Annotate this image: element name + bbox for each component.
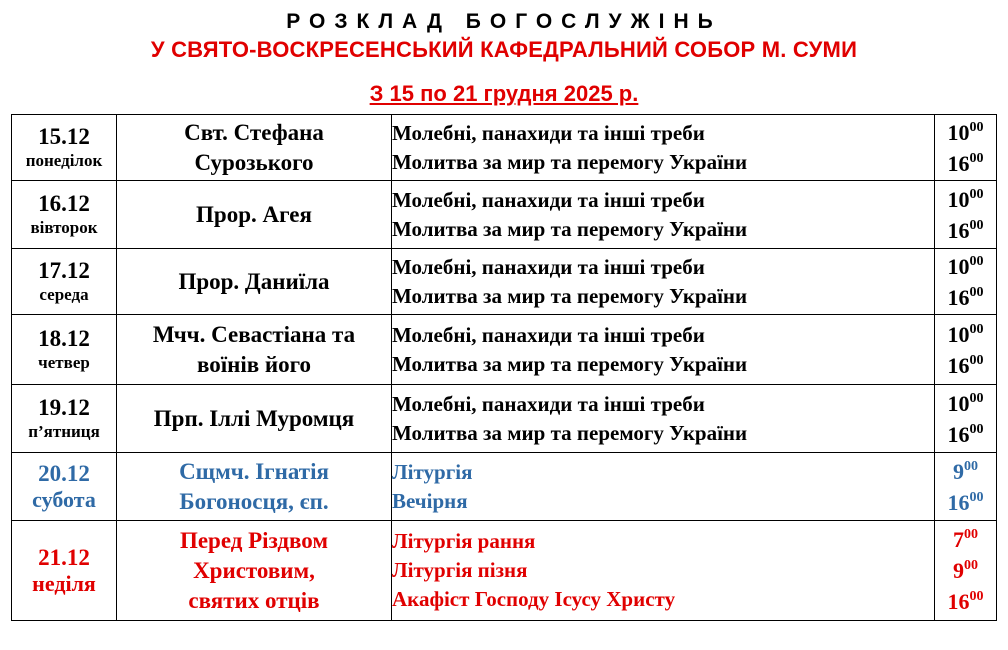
time-hour: 16 (947, 421, 970, 447)
service-time (935, 487, 996, 518)
date-cell (12, 521, 117, 621)
time-minutes: 00 (969, 489, 984, 505)
time-minutes: 00 (964, 458, 978, 474)
date-number: 20.12 (38, 460, 90, 486)
time-minutes: 00 (969, 253, 984, 269)
feast-cell (117, 115, 392, 181)
services-cell (392, 249, 935, 315)
service-item: Молебні, панахиди та інші треби (392, 322, 705, 347)
schedule-row (12, 249, 997, 315)
times-cell (935, 315, 997, 385)
time-hour: 9 (953, 558, 964, 583)
service-time (935, 184, 996, 215)
feast-cell (117, 315, 392, 385)
services-cell (392, 385, 935, 453)
date-number: 18.12 (38, 325, 90, 351)
time-minutes: 00 (969, 284, 984, 300)
feast-line: Прп. Іллі Муромця (153, 405, 355, 431)
services-cell (392, 521, 935, 621)
time-hour: 10 (947, 321, 970, 347)
service-time (935, 419, 996, 450)
service-item: Літургія (392, 459, 473, 484)
day-of-week: середа (39, 284, 89, 304)
schedule-title: РОЗКЛАД БОГОСЛУЖІНЬ (286, 10, 722, 33)
time-hour: 16 (947, 589, 970, 614)
time-minutes: 00 (969, 589, 984, 604)
service-time (935, 524, 996, 555)
feast-line: воїнів його (196, 351, 312, 377)
time-minutes: 00 (964, 558, 978, 573)
time-hour: 16 (947, 352, 970, 378)
date-number: 16.12 (38, 190, 90, 216)
times-cell (935, 385, 997, 453)
time-minutes: 00 (969, 390, 984, 406)
date-number: 21.12 (38, 544, 90, 570)
schedule-row (12, 315, 997, 385)
service-time (935, 319, 996, 350)
date-cell (12, 315, 117, 385)
time-minutes: 00 (969, 217, 984, 233)
time-hour: 10 (947, 186, 970, 212)
feast-line: Прор. Агея (196, 201, 312, 227)
feast-line: Прор. Даниїла (178, 268, 330, 294)
schedule-row (12, 385, 997, 453)
feast-cell (117, 181, 392, 249)
date-cell (12, 453, 117, 521)
times-cell (935, 181, 997, 249)
service-item: Вечірня (392, 488, 468, 513)
service-item: Молебні, панахиди та інші треби (392, 187, 705, 212)
date-number: 17.12 (38, 257, 90, 283)
schedule-row (12, 521, 997, 621)
time-minutes: 00 (969, 421, 984, 437)
feast-line: святих отців (188, 587, 320, 613)
schedule-row (12, 181, 997, 249)
services-cell (392, 315, 935, 385)
time-minutes: 00 (969, 186, 984, 202)
service-time (935, 350, 996, 381)
day-of-week: четвер (38, 352, 90, 372)
feast-cell (117, 453, 392, 521)
time-minutes: 00 (969, 119, 984, 135)
service-time (935, 388, 996, 419)
time-minutes: 00 (969, 150, 984, 166)
date-cell (12, 115, 117, 181)
service-time (935, 586, 996, 617)
date-cell (12, 249, 117, 315)
service-item: Молебні, панахиди та інші треби (392, 254, 705, 279)
service-time (935, 148, 996, 179)
time-hour: 9 (953, 458, 964, 484)
schedule-period: З 15 по 21 грудня 2025 р. (369, 81, 639, 106)
feast-line: Сурозького (194, 149, 314, 175)
feast-line: Мчч. Севастіана та (152, 321, 356, 347)
feast-cell (117, 249, 392, 315)
feast-cell (117, 385, 392, 453)
service-time (935, 282, 996, 313)
time-minutes: 00 (969, 352, 984, 368)
time-hour: 10 (947, 390, 970, 416)
feast-line: Сщмч. Ігнатія (179, 458, 329, 484)
service-item: Літургія рання (392, 529, 536, 553)
feast-line: Перед Різдвом (179, 527, 329, 553)
time-hour: 16 (947, 489, 970, 515)
day-of-week: субота (32, 486, 96, 512)
schedule-row (12, 453, 997, 521)
date-cell (12, 385, 117, 453)
feast-line: Христовим, (193, 557, 315, 583)
day-of-week: понеділок (25, 150, 103, 170)
service-time (935, 555, 996, 586)
service-item: Літургія пізня (392, 558, 528, 582)
schedule-row (12, 115, 997, 181)
service-time (935, 117, 996, 148)
service-item: Молитва за мир та перемогу України (392, 351, 748, 376)
time-minutes: 00 (969, 321, 984, 337)
services-cell (392, 181, 935, 249)
services-cell (392, 115, 935, 181)
services-cell (392, 453, 935, 521)
times-cell (935, 453, 997, 521)
service-item: Молебні, панахиди та інші треби (392, 120, 705, 145)
service-item: Молитва за мир та перемогу України (392, 216, 748, 241)
service-item: Молебні, панахиди та інші треби (392, 391, 705, 416)
date-cell (12, 181, 117, 249)
times-cell (935, 521, 997, 621)
feast-cell (117, 521, 392, 621)
times-cell (935, 249, 997, 315)
day-of-week: вівторок (30, 217, 98, 237)
date-number: 19.12 (38, 394, 90, 420)
time-hour: 16 (947, 150, 970, 176)
date-number: 15.12 (38, 123, 90, 149)
service-item: Молитва за мир та перемогу України (392, 149, 748, 174)
feast-line: Богоносця, єп. (179, 488, 329, 514)
time-hour: 10 (947, 253, 970, 279)
schedule-table (11, 114, 997, 621)
time-hour: 7 (953, 527, 964, 552)
cathedral-subtitle: У СВЯТО-ВОСКРЕСЕНСЬКИЙ КАФЕДРАЛЬНИЙ СОБОР М. СУМИ (150, 37, 858, 62)
time-minutes: 00 (964, 527, 978, 542)
day-of-week: п’ятниця (28, 421, 100, 441)
service-item: Молитва за мир та перемогу України (392, 420, 748, 445)
service-time (935, 251, 996, 282)
time-hour: 16 (947, 217, 970, 243)
time-hour: 10 (947, 119, 970, 145)
service-time (935, 456, 996, 487)
service-item: Акафіст Господу Ісусу Христу (392, 587, 676, 611)
feast-line: Свт. Стефана (184, 119, 324, 145)
day-of-week: неділя (32, 570, 96, 596)
times-cell (935, 115, 997, 181)
service-item: Молитва за мир та перемогу України (392, 283, 748, 308)
time-hour: 16 (947, 284, 970, 310)
service-time (935, 215, 996, 246)
